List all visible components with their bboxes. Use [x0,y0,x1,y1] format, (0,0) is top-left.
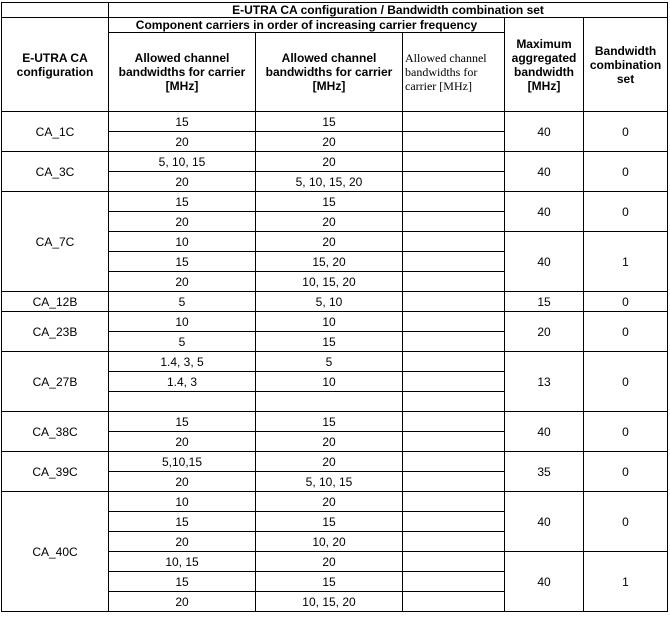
combination-set-cell: 0 [584,452,668,492]
carrier-3-cell [403,572,505,592]
carrier-2-cell: 5, 10, 15, 20 [256,172,403,192]
ca-config-cell: CA_12B [2,292,109,312]
max-bandwidth-cell: 13 [505,352,584,412]
carrier-1-cell: 20 [109,432,256,452]
carrier-3-cell [403,252,505,272]
ca-config-cell: CA_3C [2,152,109,192]
combination-set-cell: 0 [584,412,668,452]
header-empty-corner [2,3,109,18]
combination-set-cell: 0 [584,292,668,312]
carrier-3-cell [403,192,505,212]
carrier-2-cell: 20 [256,232,403,252]
table-subtitle: Component carriers in order of increasing carrier frequency [109,18,505,33]
carrier-2-cell: 10, 15, 20 [256,272,403,292]
max-bandwidth-cell: 15 [505,292,584,312]
carrier-3-cell [403,392,505,412]
carrier-1-cell: 1.4, 3 [109,372,256,392]
ca-config-cell: CA_38C [2,412,109,452]
carrier-1-cell: 5, 10, 15 [109,152,256,172]
ca-config-cell: CA_39C [2,452,109,492]
table-title: E-UTRA CA configuration / Bandwidth combination set [109,3,668,18]
carrier-3-cell [403,112,505,132]
col-header-combination-set: Bandwidth combination set [584,18,668,112]
carrier-1-cell: 20 [109,132,256,152]
ca-configuration-table [1,2,668,612]
table-row [2,292,668,312]
carrier-2-cell: 15 [256,512,403,532]
carrier-2-cell: 10, 20 [256,532,403,552]
carrier-2-cell: 15 [256,192,403,212]
carrier-2-cell: 20 [256,212,403,232]
carrier-2-cell: 10 [256,312,403,332]
ca-config-cell: CA_23B [2,312,109,352]
carrier-3-cell [403,312,505,332]
max-bandwidth-cell: 40 [505,192,584,232]
carrier-1-cell: 10 [109,232,256,252]
col-header-max-bandwidth: Maximum aggregated bandwidth [MHz] [505,18,584,112]
max-bandwidth-cell: 35 [505,452,584,492]
combination-set-cell: 0 [584,492,668,552]
carrier-3-cell [403,472,505,492]
carrier-3-cell [403,172,505,192]
table-row [2,192,668,212]
carrier-1-cell: 15 [109,512,256,532]
carrier-3-cell [403,152,505,172]
carrier-1-cell: 20 [109,172,256,192]
col-header-config: E-UTRA CA configuration [2,18,109,112]
carrier-1-cell: 20 [109,592,256,612]
carrier-3-cell [403,592,505,612]
table-row [2,412,668,432]
carrier-3-cell [403,512,505,532]
combination-set-cell: 0 [584,152,668,192]
max-bandwidth-cell: 20 [505,312,584,352]
carrier-1-cell: 1.4, 3, 5 [109,352,256,372]
carrier-3-cell [403,352,505,372]
ca-config-cell: CA_27B [2,352,109,412]
max-bandwidth-cell: 40 [505,552,584,612]
carrier-1-cell: 15 [109,252,256,272]
carrier-3-cell [403,412,505,432]
carrier-2-cell: 5, 10, 15 [256,472,403,492]
carrier-2-cell: 10, 15, 20 [256,592,403,612]
carrier-1-cell [109,392,256,412]
carrier-2-cell: 20 [256,432,403,452]
table-row [2,352,668,372]
carrier-1-cell: 20 [109,472,256,492]
carrier-3-cell [403,532,505,552]
max-bandwidth-cell: 40 [505,112,584,152]
max-bandwidth-cell: 40 [505,412,584,452]
table-row [2,452,668,472]
carrier-1-cell: 15 [109,192,256,212]
max-bandwidth-cell: 40 [505,492,584,552]
carrier-1-cell: 5 [109,332,256,352]
combination-set-cell: 1 [584,552,668,612]
ca-config-cell: CA_40C [2,492,109,612]
carrier-2-cell: 15 [256,572,403,592]
carrier-1-cell: 10 [109,492,256,512]
combination-set-cell: 0 [584,192,668,232]
carrier-1-cell: 20 [109,532,256,552]
carrier-3-cell [403,332,505,352]
carrier-1-cell: 20 [109,212,256,232]
carrier-1-cell: 15 [109,412,256,432]
carrier-2-cell: 20 [256,132,403,152]
combination-set-cell: 0 [584,112,668,152]
carrier-1-cell: 5,10,15 [109,452,256,472]
carrier-1-cell: 5 [109,292,256,312]
table-row [2,112,668,132]
col-header-carrier-2: Allowed channel bandwidths for carrier [MHz] [256,33,403,112]
ca-config-cell: CA_7C [2,192,109,292]
carrier-2-cell: 15, 20 [256,252,403,272]
carrier-1-cell: 15 [109,112,256,132]
max-bandwidth-cell: 40 [505,232,584,292]
carrier-2-cell: 20 [256,152,403,172]
ca-config-cell: CA_1C [2,112,109,152]
max-bandwidth-cell: 40 [505,152,584,192]
carrier-3-cell [403,552,505,572]
carrier-2-cell [256,392,403,412]
table-body [2,112,668,612]
col-header-carrier-1: Allowed channel bandwidths for carrier [MHz] [109,33,256,112]
combination-set-cell: 0 [584,312,668,352]
carrier-2-cell: 20 [256,552,403,572]
carrier-1-cell: 20 [109,272,256,292]
table-row [2,152,668,172]
carrier-3-cell [403,372,505,392]
carrier-2-cell: 20 [256,492,403,512]
carrier-3-cell [403,212,505,232]
carrier-3-cell [403,272,505,292]
carrier-2-cell: 5 [256,352,403,372]
carrier-2-cell: 20 [256,452,403,472]
carrier-1-cell: 10, 15 [109,552,256,572]
carrier-3-cell [403,432,505,452]
carrier-3-cell [403,292,505,312]
carrier-2-cell: 5, 10 [256,292,403,312]
col-header-carrier-3: Allowed channel bandwidths for carrier [MHz] [403,33,505,112]
combination-set-cell: 0 [584,352,668,412]
carrier-1-cell: 10 [109,312,256,332]
carrier-2-cell: 15 [256,332,403,352]
carrier-3-cell [403,132,505,152]
carrier-1-cell: 15 [109,572,256,592]
carrier-2-cell: 15 [256,112,403,132]
carrier-2-cell: 10 [256,372,403,392]
carrier-3-cell [403,492,505,512]
carrier-3-cell [403,452,505,472]
table-row [2,312,668,332]
combination-set-cell: 1 [584,232,668,292]
table-row [2,492,668,512]
carrier-2-cell: 15 [256,412,403,432]
carrier-3-cell [403,232,505,252]
